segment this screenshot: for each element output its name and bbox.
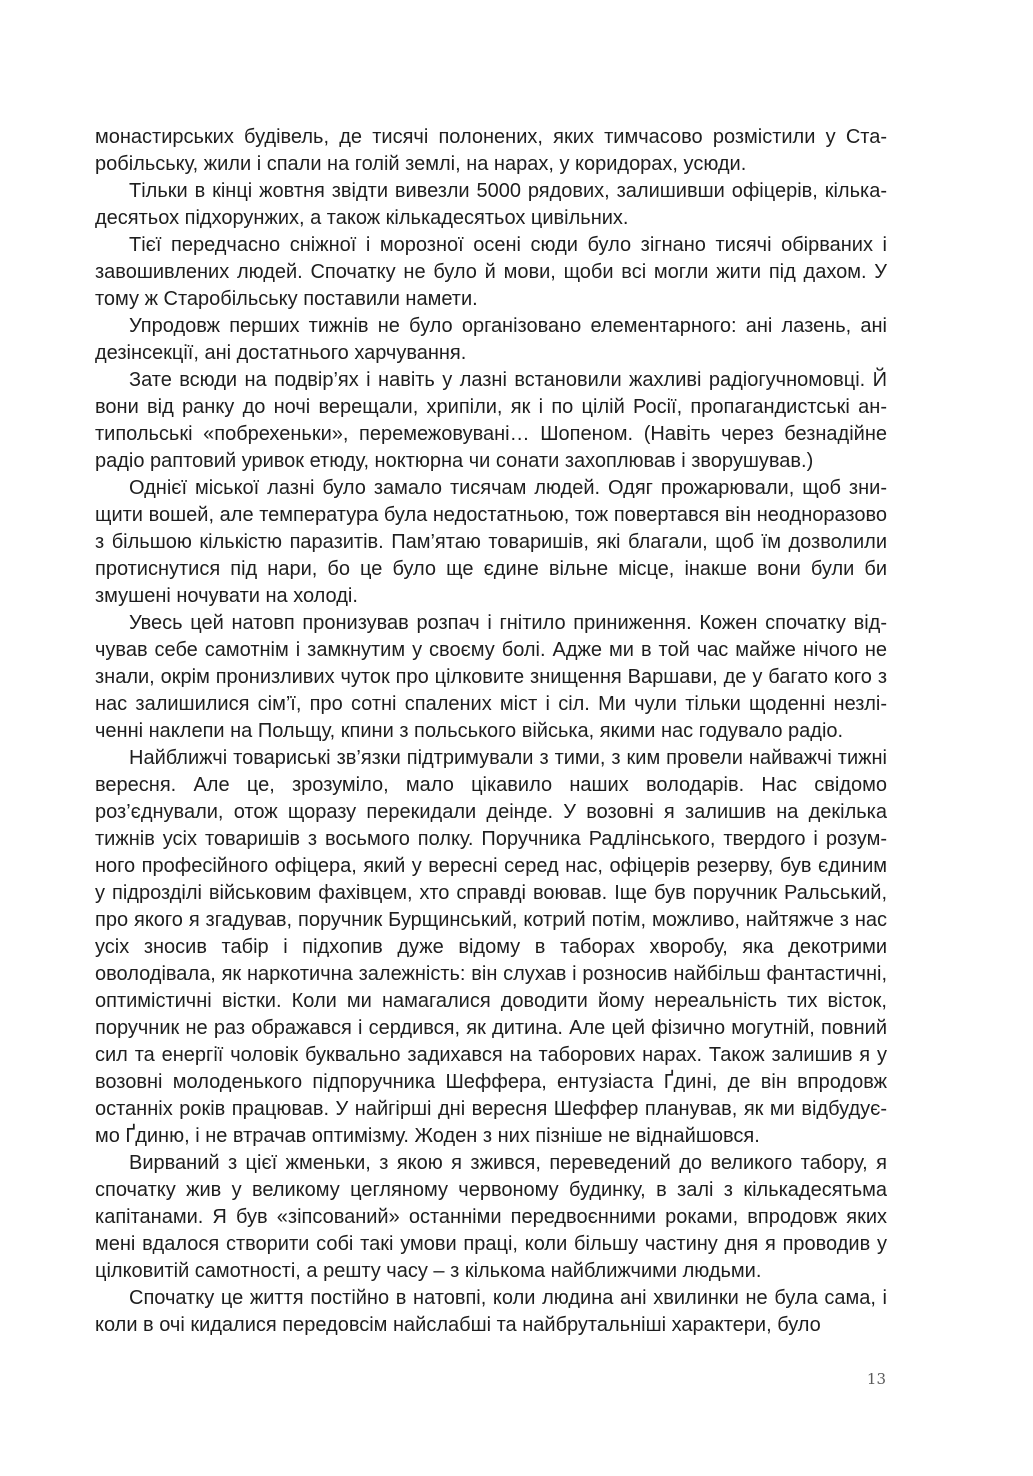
paragraph-3: Тієї передчасно сніжної і морозної осені сюди було зігнано тисячі обірваних і завошивлених людей. Спочатку не було й мови, щоби всі могли жити під дахом. У тому ж Старобільську поставили намети. bbox=[95, 234, 887, 310]
page-number: 13 bbox=[866, 1370, 886, 1388]
paragraph-5: Зате всюди на подвір’ях і навіть у лазні встановили жахливі радіогучномовці. Й вони від ранку до ночі верещали, хрипіли, як і по цілій Росії, пропагандистські антипольські «побрехеньки», перемежовувані… Шопеном. (Навіть через безнадійне радіо раптовий уривок етюду, ноктюрна чи сонати захоплював і зворушував.) bbox=[95, 369, 887, 472]
paragraph-9: Вирваний з цієї жменьки, з якою я зжився, переведений до великого табору, я спочатку жив у великому цегляному червоному будинку, в залі з кількадесятьма капітанами. Я був «зіпсований» останніми передвоєнними роками, впродовж яких мені вдалося створити собі такі умови праці, коли більшу частину дня я проводив у цілковитій самотності, а решту часу – з кількома найближчими людьми. bbox=[95, 1152, 887, 1282]
paragraph-8: Найближчі товариські зв’язки підтримували з тими, з ким провели найважчі тижні вересня. Але це, зрозуміло, мало цікавило наших володарів. Нас свідомо роз’єднували, отож щоразу перекидали деінде. У возовні я залишив на декілька тижнів усіх товаришів з восьмого полку. Поручника Радлінського, твердого і розумного професійного офіцера, який у вересні серед нас, офіцерів резерву, був єдиним у підрозділі військовим фахівцем, хто справді воював. Іще був поручник Ральський, про якого я згадував, поручник Бурщинський, котрий потім, можливо, найтяжче з нас усіх зносив табір і підхопив дуже відому в таборах хворобу, яка декотрими оволодівала, як наркотична залежність: він слухав і розносив найбільш фантастичні, оптимістичні вістки. Коли ми намагалися доводити йому нереальність тих вісток, поручник не раз ображався і сердився, як дитина. Але цей фізично могутній, повний сил та енергії чоловік буквально задихався на таборових нарах. Також залишив я у возовні молоденького підпоручника Шеффера, ентузіаста Ґдині, де він впродовж останніх років працював. У найгірші дні вересня Шеффер планував, як ми відбудуємо Ґдиню, і не втрачав оптимізму. Жоден з них пізніше не віднайшовся. bbox=[95, 747, 887, 1147]
paragraph-10: Спочатку це життя постійно в натовпі, коли людина ані хвилинки не була сама, і коли в очі кидалися передовсім найслабші та найбрутальніші характери, було bbox=[95, 1287, 887, 1336]
paragraph-1: монастирських будівель, де тисячі полонених, яких тимчасово розмістили у Старобільську, жили і спали на голій землі, на нарах, у коридорах, усюди. bbox=[95, 126, 887, 175]
paragraph-7: Увесь цей натовп пронизував розпач і гнітило приниження. Кожен спочатку відчував себе самотнім і замкнутим у своєму болі. Адже ми в той час майже нічого не знали, окрім пронизливих чуток про цілковите знищення Варшави, де у багато кого з нас залишилися сім’ї, про сотні спалених міст і сіл. Ми чули тільки щоденні незліченні наклепи на Польщу, кпини з польського війська, якими нас годувало радіо. bbox=[95, 612, 887, 742]
paragraph-4: Упродовж перших тижнів не було організовано елементарного: ані лазень, ані дезінсекції, ані достатнього харчування. bbox=[95, 315, 887, 364]
paragraph-2: Тільки в кінці жовтня звідти вивезли 5000 рядових, залишивши офіцерів, кількадесятьох підхорунжих, а також кількадесятьох цивільних. bbox=[95, 180, 887, 229]
page-body bbox=[95, 124, 887, 1339]
paragraph-6: Однієї міської лазні було замало тисячам людей. Одяг прожарювали, щоб знищити вошей, але температура була недостатньою, тож повертався він неодноразово з більшою кількістю паразитів. Пам’ятаю товаришів, які благали, щоб їм дозволили протиснутися під нари, бо це було ще єдине вільне місце, інакше вони були би змушені ночувати на холоді. bbox=[95, 477, 887, 607]
